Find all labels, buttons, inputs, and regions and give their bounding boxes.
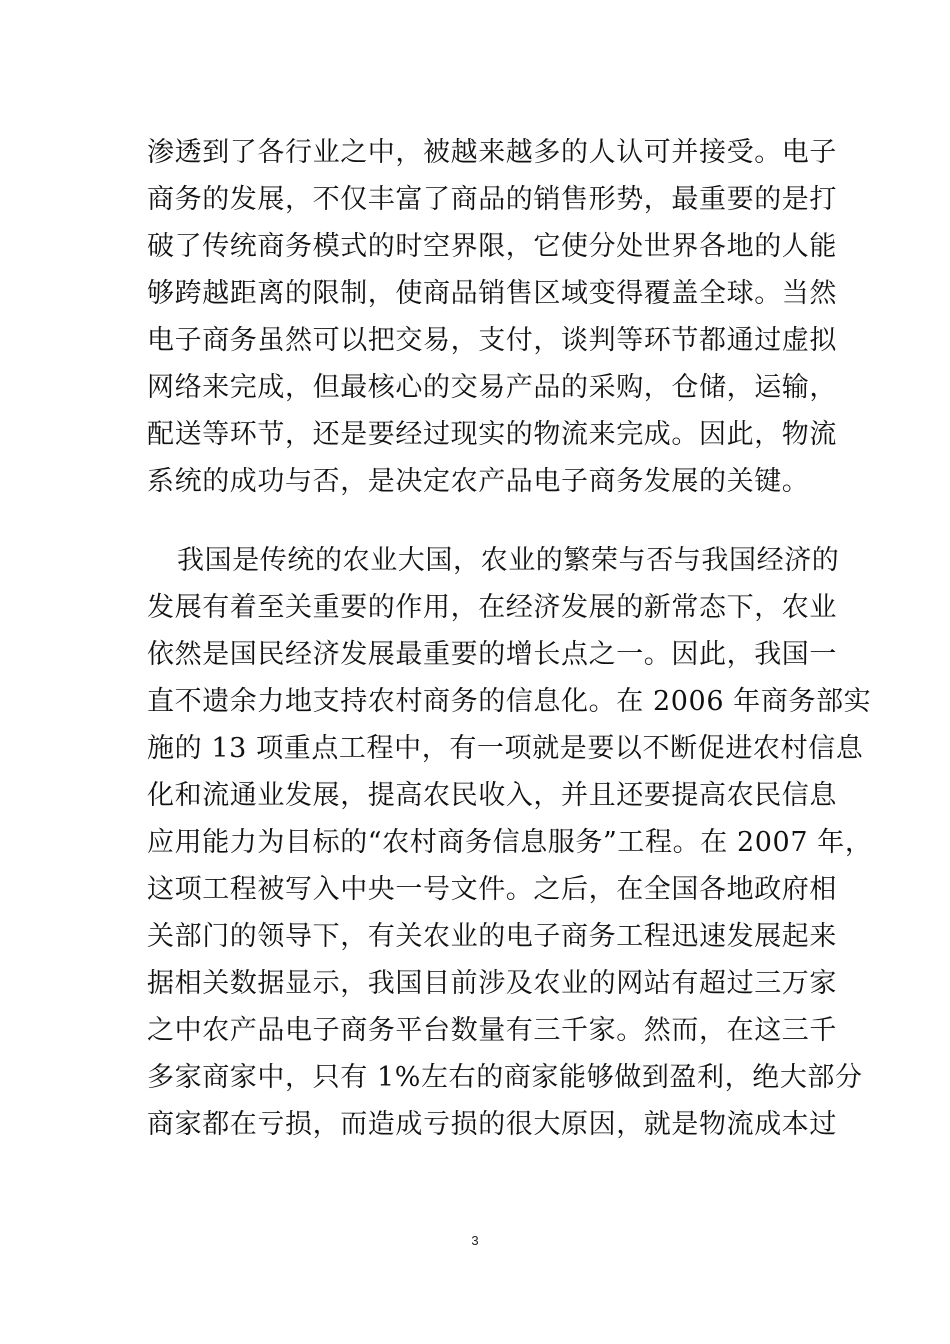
paragraph-line: 渗透到了各行业之中，被越来越多的人认可并接受。电子 bbox=[147, 137, 837, 168]
paragraph-line: 依然是国民经济发展最重要的增长点之一。因此，我国一 bbox=[147, 639, 837, 670]
paragraph-line: 施的 13 项重点工程中，有一项就是要以不断促进农村信息 bbox=[147, 733, 864, 764]
paragraph-first-line: 我国是传统的农业大国，农业的繁荣与否与我国经济的 bbox=[177, 545, 840, 576]
paragraph-line: 这项工程被写入中央一号文件。之后，在全国各地政府相 bbox=[147, 874, 837, 905]
paragraph-line: 据相关数据显示，我国目前涉及农业的网站有超过三万家 bbox=[147, 968, 837, 999]
paragraph-line: 破了传统商务模式的时空界限，它使分处世界各地的人能 bbox=[147, 231, 837, 262]
page-number: 3 bbox=[471, 1233, 479, 1248]
paragraph-line: 直不遗余力地支持农村商务的信息化。在 2006 年商务部实 bbox=[147, 686, 872, 717]
paragraph-line: 够跨越距离的限制，使商品销售区域变得覆盖全球。当然 bbox=[147, 278, 837, 309]
paragraph-line: 应用能力为目标的“农村商务信息服务”工程。在 2007 年， bbox=[147, 827, 873, 858]
paragraph-line: 配送等环节，还是要经过现实的物流来完成。因此，物流 bbox=[147, 419, 837, 450]
paragraph-line: 多家商家中，只有 1%左右的商家能够做到盈利，绝大部分 bbox=[147, 1062, 863, 1093]
paragraph-line: 电子商务虽然可以把交易，支付，谈判等环节都通过虚拟 bbox=[147, 325, 837, 356]
paragraph-line: 商家都在亏损，而造成亏损的很大原因，就是物流成本过 bbox=[147, 1109, 837, 1140]
paragraph-line: 关部门的领导下，有关农业的电子商务工程迅速发展起来 bbox=[147, 921, 837, 952]
paragraph-line: 系统的成功与否，是决定农产品电子商务发展的关键。 bbox=[147, 466, 810, 497]
paragraph-line: 网络来完成，但最核心的交易产品的采购，仓储，运输， bbox=[147, 372, 837, 403]
paragraph-line: 化和流通业发展，提高农民收入，并且还要提高农民信息 bbox=[147, 780, 837, 811]
paragraph-line: 商务的发展，不仅丰富了商品的销售形势，最重要的是打 bbox=[147, 184, 837, 215]
paragraph-line: 发展有着至关重要的作用，在经济发展的新常态下，农业 bbox=[147, 592, 837, 623]
paragraph-line: 之中农产品电子商务平台数量有三千家。然而，在这三千 bbox=[147, 1015, 837, 1046]
